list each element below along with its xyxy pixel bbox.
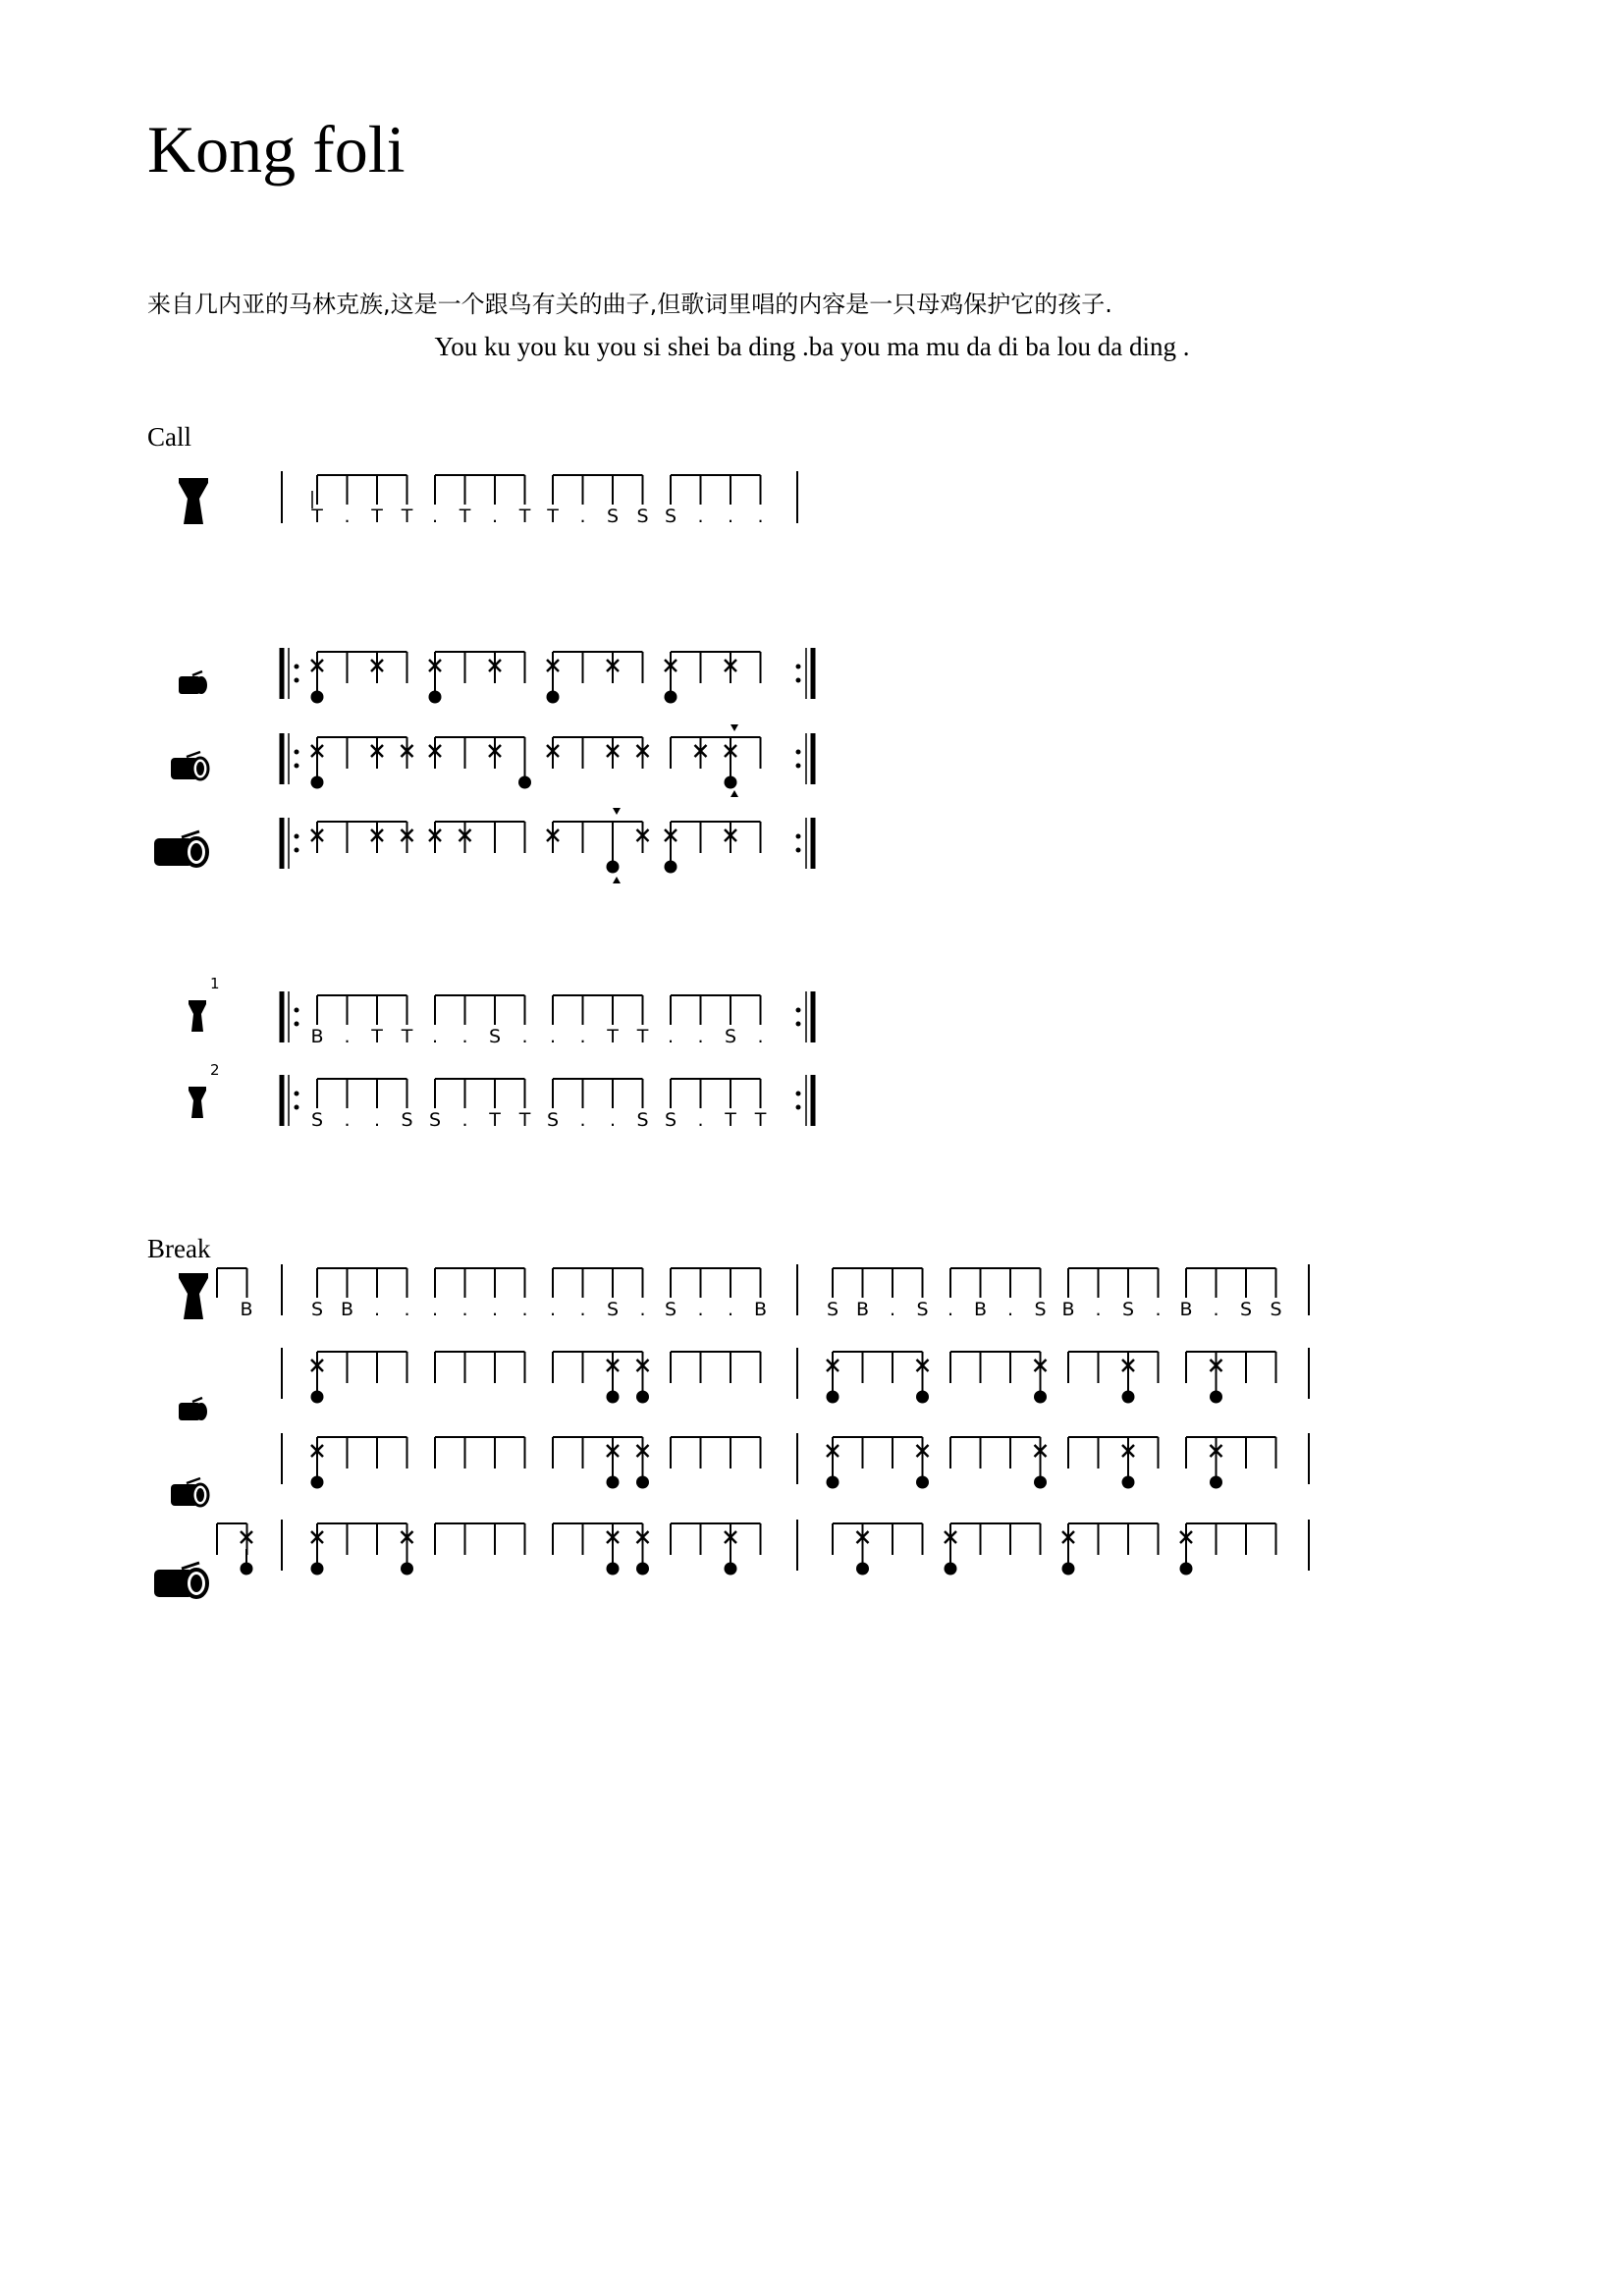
rhythm-description: 来自几内亚的马林克族,这是一个跟鸟有关的曲子,但歌词里唱的内容是一只母鸡保护它的孩子. [147, 291, 1112, 318]
djembe1-note: . [757, 1026, 764, 1047]
break-sangban-bell [916, 1476, 929, 1489]
call-djembe-note: T [547, 506, 559, 527]
dundunba-icon [154, 831, 207, 866]
kenkeni-bell [429, 691, 442, 704]
djembe1-note: S [488, 1026, 502, 1047]
break-djembe-note: S [916, 1299, 929, 1320]
djembe2-note: T [725, 1109, 736, 1131]
break-pickup-note: B [240, 1299, 253, 1320]
repeat-dot [295, 750, 299, 755]
break-djembe-note: . [431, 1299, 439, 1320]
djembe2-note: . [579, 1109, 586, 1131]
break-dundunba-bell [945, 1563, 957, 1575]
break-kenkeni-bell [916, 1391, 929, 1404]
repeat-dot [295, 1105, 299, 1110]
repeat-dot [796, 665, 801, 669]
break-sangban-bell [1034, 1476, 1047, 1489]
call-djembe-note: T [371, 506, 383, 527]
repeat-dot [295, 665, 299, 669]
break-djembe-note: . [491, 1299, 499, 1320]
call-djembe-note: S [606, 506, 620, 527]
djembe2-icon [189, 1087, 206, 1118]
sangban-bell [311, 776, 324, 789]
break-djembe-icon [179, 1273, 208, 1319]
break-sangban-bell [1122, 1476, 1135, 1489]
break-djembe-note: . [549, 1299, 557, 1320]
break-djembe-note: S [1270, 1299, 1282, 1320]
break-djembe-note: . [889, 1299, 896, 1320]
break-djembe-note: . [461, 1299, 468, 1320]
djembe-icon [179, 478, 208, 524]
sangban-bell [518, 776, 531, 789]
djembe1-number: 1 [210, 975, 220, 992]
break-djembe-note: S [826, 1299, 839, 1320]
djembe1-note: T [607, 1026, 619, 1047]
djembe1-icon [189, 1000, 206, 1032]
kenkeni-icon [179, 671, 207, 694]
repeat-dot [295, 834, 299, 839]
break-djembe-note: S [1121, 1299, 1135, 1320]
staff-lines [217, 471, 1309, 1575]
repeat-dot [796, 764, 801, 769]
mute-marker [731, 724, 738, 731]
djembe1-note: B [310, 1026, 324, 1047]
call-djembe-note: . [757, 506, 764, 527]
break-djembe-note: . [1095, 1299, 1102, 1320]
repeat-dot [796, 834, 801, 839]
break-djembe-note: . [404, 1299, 410, 1320]
djembe1-note: . [461, 1026, 468, 1047]
djembe1-note: . [667, 1026, 675, 1047]
page-title: Kong foli [147, 112, 406, 187]
break-djembe-note: S [664, 1299, 677, 1320]
djembe2-note: T [754, 1109, 767, 1131]
mute-marker [613, 877, 621, 883]
repeat-dot [295, 1022, 299, 1027]
break-djembe-note: . [697, 1299, 704, 1320]
djembe1-note: T [401, 1026, 413, 1047]
break-kenkeni-bell [1210, 1391, 1222, 1404]
break-djembe-note: . [521, 1299, 528, 1320]
djembe2-note: S [664, 1109, 677, 1131]
call-djembe-note: S [664, 506, 677, 527]
break-kenkeni-bell [636, 1391, 649, 1404]
break-sangban-bell [636, 1476, 649, 1489]
break-djembe-note: . [639, 1299, 646, 1320]
djembe1-note: S [724, 1026, 737, 1047]
repeat-dot [796, 1008, 801, 1013]
break-djembe-note: . [947, 1299, 954, 1320]
break-djembe-note: . [373, 1299, 381, 1320]
lyrics-line: You ku you ku you si shei ba ding .ba you ma mu da di ba lou da ding . [434, 332, 1190, 361]
sangban-bell [725, 776, 737, 789]
repeat-dot [796, 1022, 801, 1027]
repeat-dot [295, 764, 299, 769]
break-djembe-note: . [1213, 1299, 1219, 1320]
djembe2-note: . [697, 1109, 704, 1131]
repeat-dot [796, 848, 801, 853]
break-kenkeni-bell [827, 1391, 839, 1404]
break-djembe-note: B [1061, 1299, 1075, 1320]
djembe1-note: . [579, 1026, 586, 1047]
call-djembe-note: T [311, 506, 323, 527]
break-kenkeni-bell [311, 1391, 324, 1404]
repeat-dot [295, 678, 299, 683]
break-sangban-bell [607, 1476, 620, 1489]
break-djembe-note: . [727, 1299, 734, 1320]
break-djembe-note: S [1239, 1299, 1253, 1320]
djembe1-note: T [371, 1026, 383, 1047]
break-kenkeni-bell [1034, 1391, 1047, 1404]
djembe2-note: . [609, 1109, 617, 1131]
break-djembe-note: B [855, 1299, 870, 1320]
djembe2-note: . [373, 1109, 381, 1131]
break-kenkeni-icon [179, 1398, 207, 1420]
repeat-dot [295, 1008, 299, 1013]
djembe1-note: . [521, 1026, 528, 1047]
section-label-call: Call [147, 422, 191, 452]
break-dundunba-bell [1062, 1563, 1075, 1575]
djembe2-note: S [546, 1109, 560, 1131]
call-djembe-note: T [401, 506, 413, 527]
break-dundunba-bell [311, 1563, 324, 1575]
djembe1-note: . [697, 1026, 704, 1047]
djembe2-note: . [461, 1109, 468, 1131]
section-label-break: Break [147, 1234, 211, 1263]
mute-marker [731, 790, 738, 797]
djembe1-note: . [431, 1026, 439, 1047]
break-dundunba-bell [725, 1563, 737, 1575]
break-djembe-note: S [310, 1299, 324, 1320]
break-dundunba-bell [607, 1563, 620, 1575]
break-sangban-icon [171, 1478, 208, 1506]
break-dundunba-bell [1180, 1563, 1193, 1575]
djembe2-note: S [636, 1109, 649, 1131]
call-djembe-note: . [727, 506, 734, 527]
break-dundunba-bell [401, 1563, 413, 1575]
call-djembe-note: T [518, 506, 531, 527]
dundunba-bell [607, 861, 620, 874]
djembe1-note: T [636, 1026, 649, 1047]
sangban-icon [171, 752, 208, 779]
call-djembe-note: S [636, 506, 649, 527]
break-dundunba-icon [154, 1563, 207, 1597]
repeat-dot [796, 1105, 801, 1110]
djembe2-note: S [310, 1109, 324, 1131]
call-djembe-note: . [697, 506, 704, 527]
call-djembe-note: . [344, 506, 351, 527]
break-sangban-bell [1210, 1476, 1222, 1489]
djembe2-note: T [518, 1109, 531, 1131]
repeat-dot [796, 678, 801, 683]
djembe1-note: . [344, 1026, 351, 1047]
repeat-dot [295, 848, 299, 853]
break-dundunba-bell [636, 1563, 649, 1575]
djembe2-note: S [428, 1109, 442, 1131]
call-djembe-note: . [491, 506, 499, 527]
break-dundunba-bell [856, 1563, 869, 1575]
kenkeni-bell [665, 691, 677, 704]
call-djembe-note: . [431, 506, 439, 527]
break-djembe-note: B [340, 1299, 354, 1320]
break-djembe-note: B [753, 1299, 768, 1320]
dundunba-bell [665, 861, 677, 874]
break-djembe-note: B [973, 1299, 988, 1320]
repeat-dot [796, 1092, 801, 1096]
break-djembe-note: S [1034, 1299, 1047, 1320]
break-kenkeni-bell [1122, 1391, 1135, 1404]
repeat-dot [796, 750, 801, 755]
djembe1-note: . [549, 1026, 557, 1047]
djembe2-note: T [489, 1109, 501, 1131]
djembe2-note: S [401, 1109, 413, 1131]
break-djembe-note: S [606, 1299, 620, 1320]
repeat-dot [295, 1092, 299, 1096]
kenkeni-bell [547, 691, 560, 704]
break-kenkeni-bell [607, 1391, 620, 1404]
break-sangban-bell [827, 1476, 839, 1489]
mute-marker [613, 808, 621, 815]
kenkeni-bell [311, 691, 324, 704]
djembe2-note: . [344, 1109, 351, 1131]
break-djembe-note: . [1155, 1299, 1162, 1320]
break-djembe-note: B [1179, 1299, 1193, 1320]
call-djembe-note: . [579, 506, 586, 527]
break-djembe-note: . [579, 1299, 586, 1320]
break-dundunba-bell [241, 1563, 253, 1575]
call-djembe-note: T [459, 506, 471, 527]
break-sangban-bell [311, 1476, 324, 1489]
break-djembe-note: . [1006, 1299, 1014, 1320]
djembe2-number: 2 [210, 1061, 220, 1079]
